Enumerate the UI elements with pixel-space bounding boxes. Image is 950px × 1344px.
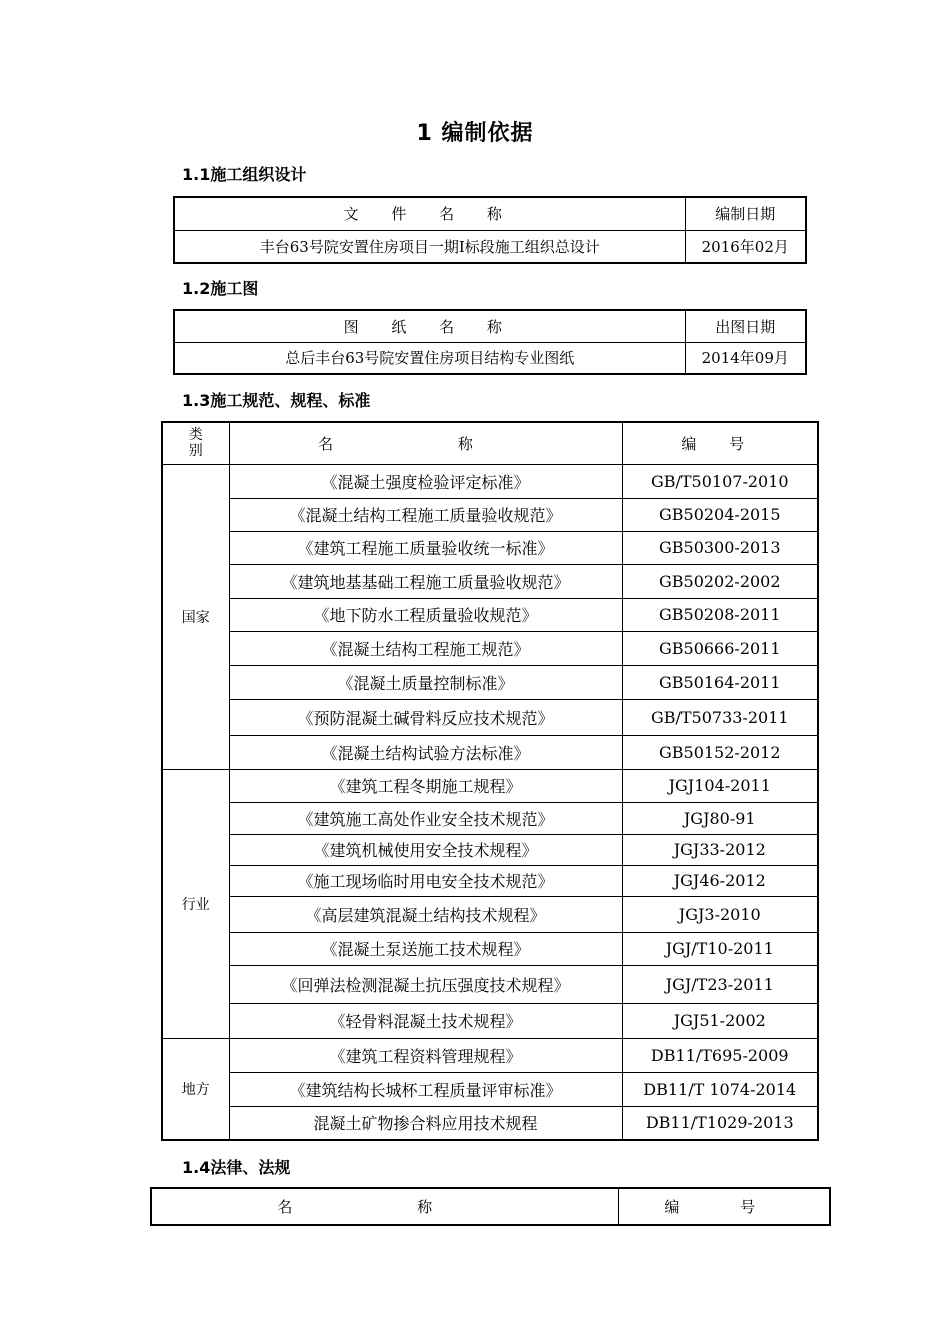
standard-name: 《混凝土结构工程施工质量验收规范》	[229, 498, 622, 531]
category-industry: 行业	[162, 769, 229, 1038]
col-header-name: 名 称	[229, 422, 622, 464]
standard-code: DB11/T695-2009	[622, 1038, 818, 1072]
standard-name: 《建筑工程资料管理规程》	[229, 1038, 622, 1072]
standard-name: 《建筑工程冬期施工规程》	[229, 769, 622, 802]
standard-name: 《混凝土泵送施工技术规程》	[229, 932, 622, 965]
standard-name: 《施工现场临时用电安全技术规范》	[229, 865, 622, 896]
standard-code: GB50666-2011	[622, 631, 818, 665]
category-local: 地方	[162, 1038, 229, 1140]
standard-name: 《预防混凝土碱骨料反应技术规范》	[229, 699, 622, 735]
section-heading-construction-design: 1.1施工组织设计	[182, 165, 307, 184]
section-heading-drawings: 1.2施工图	[182, 279, 259, 298]
col-header-law-code: 编 号	[618, 1188, 830, 1225]
col-header-category	[162, 422, 229, 464]
standard-code: JGJ51-2002	[622, 1003, 818, 1038]
standard-code: GB50202-2002	[622, 564, 818, 598]
standard-name: 《混凝土强度检验评定标准》	[229, 464, 622, 498]
standard-code: JGJ46-2012	[622, 865, 818, 896]
standard-name: 《轻骨料混凝土技术规程》	[229, 1003, 622, 1038]
standard-name: 《建筑机械使用安全技术规程》	[229, 834, 622, 865]
standard-name: 《地下防水工程质量验收规范》	[229, 598, 622, 631]
standard-code: GB50300-2013	[622, 531, 818, 564]
section-heading-laws: 1.4法律、法规	[182, 1158, 291, 1177]
standard-code: JGJ80-91	[622, 802, 818, 834]
standard-code: GB/T50107-2010	[622, 464, 818, 498]
standard-code: JGJ/T23-2011	[622, 965, 818, 1003]
standard-name: 混凝土矿物掺合料应用技术规程	[229, 1106, 622, 1140]
standard-code: DB11/T1029-2013	[622, 1106, 818, 1140]
section-heading-standards: 1.3施工规范、规程、标准	[182, 391, 371, 410]
standard-code: GB50164-2011	[622, 665, 818, 699]
col-header-issue-date: 出图日期	[685, 310, 806, 342]
standard-code: JGJ104-2011	[622, 769, 818, 802]
standard-name: 《建筑工程施工质量验收统一标准》	[229, 531, 622, 564]
standard-name: 《混凝土结构工程施工规范》	[229, 631, 622, 665]
col-header-drawing-name: 图 纸 名 称	[174, 310, 685, 342]
doc-date: 2016年02月	[685, 230, 806, 263]
col-header-compile-date: 编制日期	[685, 197, 806, 230]
standard-code: GB50204-2015	[622, 498, 818, 531]
doc-name: 丰台63号院安置住房项目一期Ⅰ标段施工组织总设计	[174, 230, 685, 263]
drawing-name: 总后丰台63号院安置住房项目结构专业图纸	[174, 342, 685, 374]
drawing-date: 2014年09月	[685, 342, 806, 374]
standard-name: 《建筑地基基础工程施工质量验收规范》	[229, 564, 622, 598]
category-header-line1: 类	[188, 427, 203, 444]
standard-code: GB50152-2012	[622, 735, 818, 769]
standard-code: GB/T50733-2011	[622, 699, 818, 735]
standard-name: 《建筑结构长城杯工程质量评审标准》	[229, 1072, 622, 1106]
standard-name: 《回弹法检测混凝土抗压强度技术规程》	[229, 965, 622, 1003]
col-header-file-name: 文 件 名 称	[174, 197, 685, 230]
standard-code: JGJ33-2012	[622, 834, 818, 865]
standard-name: 《混凝土结构试验方法标准》	[229, 735, 622, 769]
category-national: 国家	[162, 464, 229, 769]
laws-table	[150, 1187, 831, 1226]
standard-code: DB11/T 1074-2014	[622, 1072, 818, 1106]
standard-name: 《建筑施工高处作业安全技术规范》	[229, 802, 622, 834]
standard-name: 《混凝土质量控制标准》	[229, 665, 622, 699]
col-header-code: 编 号	[622, 422, 818, 464]
standard-name: 《高层建筑混凝土结构技术规程》	[229, 896, 622, 932]
standard-code: JGJ/T10-2011	[622, 932, 818, 965]
page-title: 1 编制依据	[416, 121, 534, 146]
drawings-table	[173, 309, 807, 375]
construction-design-table	[173, 196, 807, 264]
standard-code: GB50208-2011	[622, 598, 818, 631]
standard-code: JGJ3-2010	[622, 896, 818, 932]
standards-table	[161, 421, 819, 1141]
col-header-law-name: 名 称	[151, 1188, 618, 1225]
category-header-line2: 别	[188, 443, 203, 460]
